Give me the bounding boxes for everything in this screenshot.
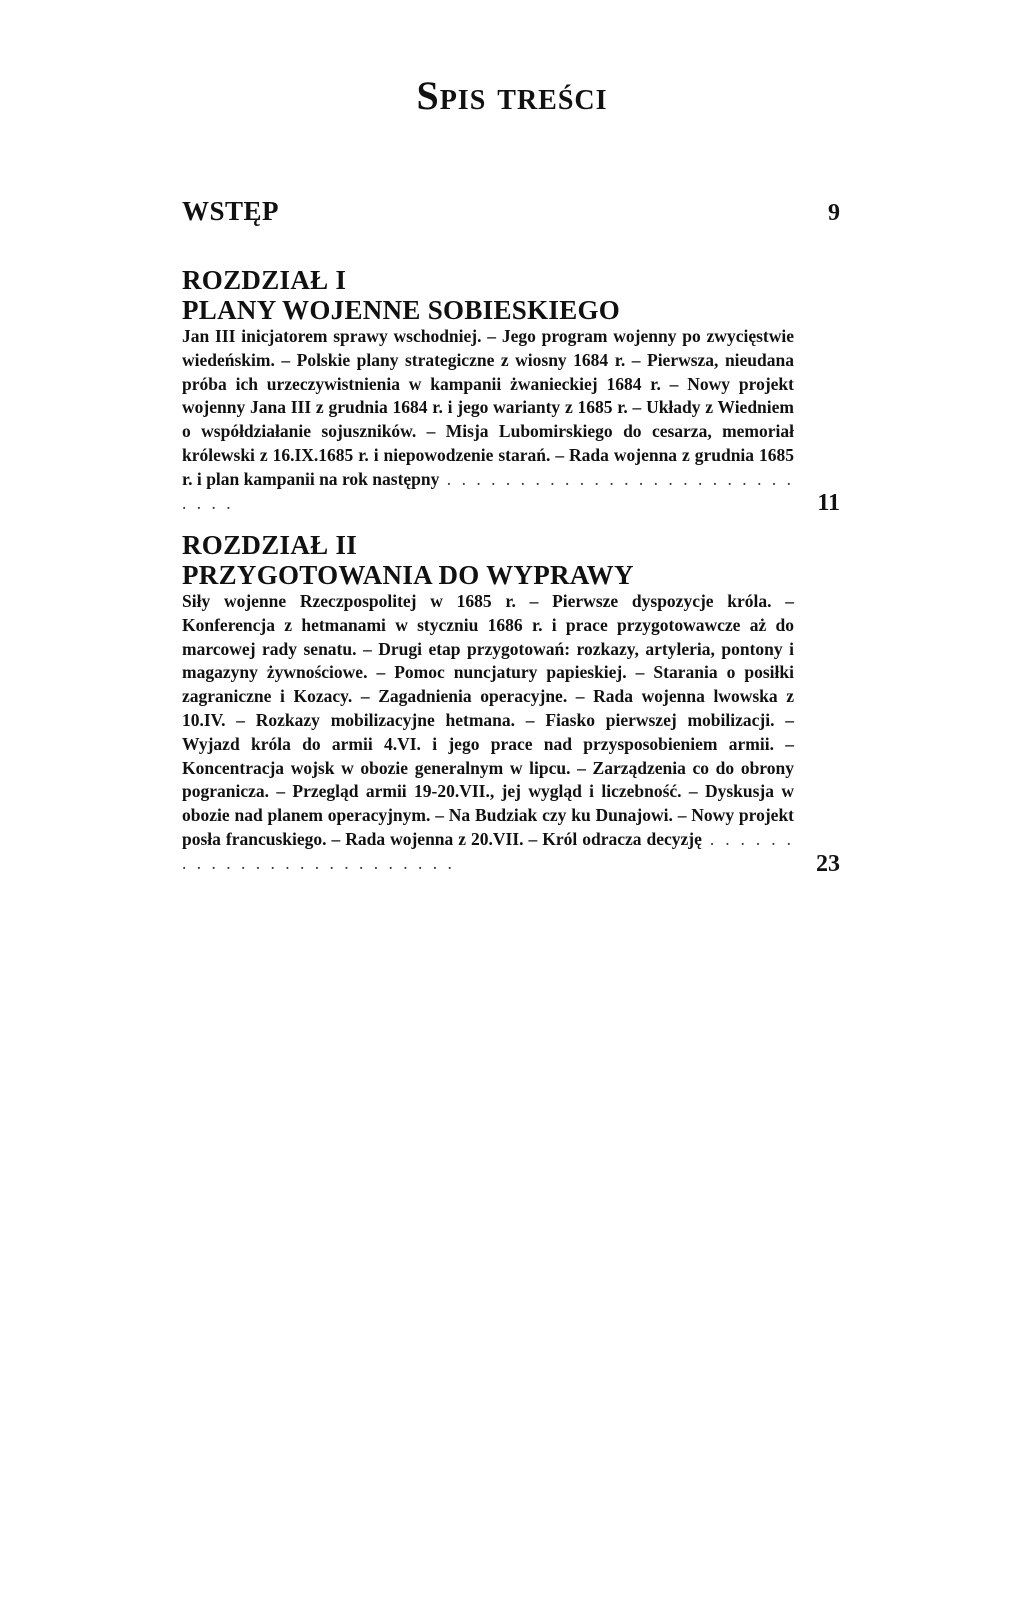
toc-intro-heading: WSTĘP: [182, 196, 280, 226]
dot-leader: . . . . . . . . . . . . . . . . . . . . . . . . . . . .: [182, 468, 795, 513]
page-title: Spis treści: [416, 73, 608, 118]
toc-intro-page: 9: [828, 200, 840, 226]
chapter-1-summary: [182, 325, 794, 515]
chapter-2-title: PRZYGOTOWANIA DO WYPRAWY: [182, 560, 634, 590]
chapter-2-page: 23: [816, 850, 840, 877]
chapter-2-summary-text: Siły wojenne Rzeczpospolitej w 1685 r. – Pierwsze dyspozycje króla. – Konferencja z hetmanami w styczniu 1686 r. i prace przygotowawcze aż do marcowej rady senatu. – Drugi etap przygotowań: rozkazy, artyleria, pontony i magazyny żywnościowe. – Pomoc nuncjatury papieskiej. – Starania o posiłki zagraniczne i Kozacy. – Zagadnienia operacyjne. – Rada wojenna lwowska z 10.IV. – Rozkazy mobilizacyjne hetmana. – Fiasko pierwszej mobilizacji. – Wyjazd króla do armii 4.VI. i jego prace nad przysposobieniem armii. – Koncentracja wojsk w obozie generalnym w lipcu. – Zarządzenia co do obrony pogranicza. – Przegląd armii 19-20.VII., jej wygląd i liczebność. – Dyskusja w obozie nad planem operacyjnym. – Na Budziak czy ku Dunajowi. – Nowy projekt posła francuskiego. – Rada wojenna z 20.VII. – Król odracza decyzję: [182, 591, 794, 849]
chapter-2-summary: [182, 590, 794, 876]
chapter-1-summary-text: Jan III inicjatorem sprawy wschodniej. – Jego program wojenny po zwycięstwie wiedeńskim. – Polskie plany strategiczne z wiosny 1684 r. – Pierwsza, nieudana próba ich urzeczywistnienia w kampanii żwanieckiej 1684 r. – Nowy projekt wojenny Jana III z grudnia 1684 r. i jego warianty z 1685 r. – Układy z Wiedniem o współdziałanie sojuszników. – Misja Lubomirskiego do cesarza, memoriał królewski z 16.IX.1685 r. i niepowodzenie starań. – Rada wojenna z grudnia 1685 r. i plan kampanii na rok następny: [182, 326, 794, 489]
chapter-1-page: 11: [817, 490, 840, 517]
chapter-1-summary-row: [182, 325, 840, 515]
dot-leader: . . . . . . . . . . . . . . . . . . . . . . . . .: [182, 828, 795, 873]
toc-entry-chapter-2[interactable]: [182, 530, 840, 876]
chapter-1-title: PLANY WOJENNE SOBIESKIEGO: [182, 295, 621, 325]
chapter-2-label: ROZDZIAŁ II: [182, 530, 358, 560]
chapter-2-summary-row: [182, 590, 840, 876]
toc-entry-intro[interactable]: [182, 196, 840, 227]
toc-entry-chapter-1[interactable]: [182, 265, 840, 515]
chapter-1-label: ROZDZIAŁ I: [182, 265, 347, 295]
